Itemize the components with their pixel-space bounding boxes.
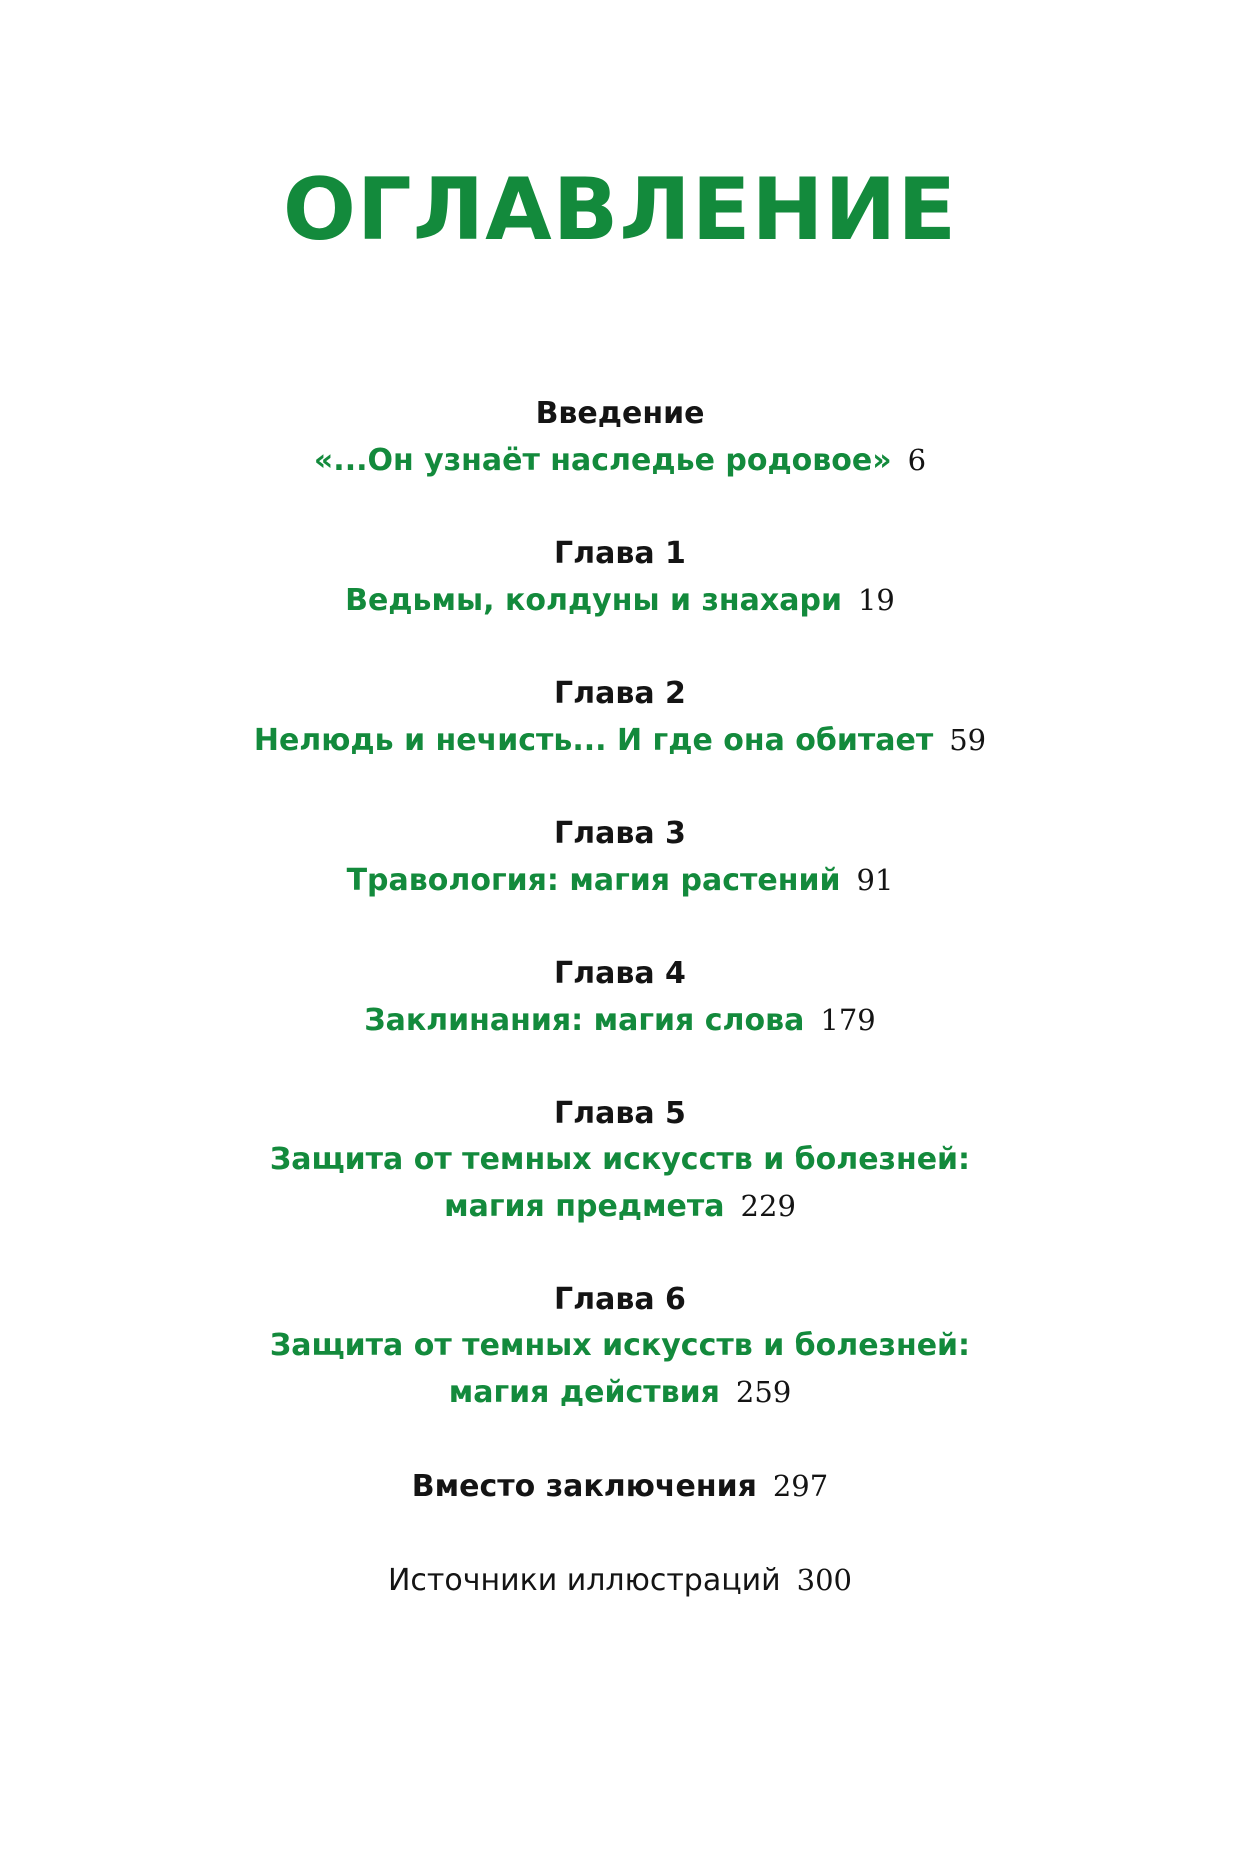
toc-entry-chapter-3[interactable] [0,860,1240,901]
chapter-5-page-number: 229 [740,1189,796,1223]
intro-title: «...Он узнаёт наследье родовое» [313,443,892,478]
chapter-1-page-number: 19 [857,583,895,617]
page-title: ОГЛАВЛЕНИЕ [282,160,958,260]
chapter-5-heading: Глава 5 [554,1096,686,1131]
chapter-3-heading: Глава 3 [554,816,686,851]
conclusion-page-number: 297 [772,1469,829,1503]
chapter-3-title: Травология: магия растений [346,863,841,898]
chapter-2-heading: Глава 2 [554,676,686,711]
toc-entry-chapter-5[interactable] [0,1186,1240,1227]
chapter-2-page-number: 59 [949,723,987,757]
intro-page-number: 6 [907,443,927,477]
chapter-6-title-line-1[interactable]: Защита от темных искусств и болезней: [269,1328,971,1363]
chapter-6-title-line-2: магия действия [448,1375,720,1410]
chapter-2-title: Нелюдь и нечисть... И где она обитает [253,723,934,758]
toc-entry-chapter-6[interactable] [0,1372,1240,1413]
toc-entry-sources[interactable] [0,1560,1240,1601]
toc-entry-chapter-1[interactable] [0,580,1240,621]
chapter-3-page-number: 91 [856,863,894,897]
chapter-4-title: Заклинания: магия слова [364,1003,805,1038]
toc-entry-intro[interactable] [0,440,1240,481]
chapter-5-title-line-2: магия предмета [444,1189,725,1224]
chapter-1-title: Ведьмы, колдуны и знахари [345,583,842,618]
chapter-6-heading: Глава 6 [554,1282,686,1317]
toc-entry-conclusion[interactable] [0,1466,1240,1507]
chapter-4-page-number: 179 [820,1003,876,1037]
chapter-5-title-line-1[interactable]: Защита от темных искусств и болезней: [269,1142,971,1177]
conclusion-title: Вместо заключения [411,1469,757,1504]
sources-title: Источники иллюстраций [387,1563,781,1598]
chapter-1-heading: Глава 1 [554,536,686,571]
toc-entry-chapter-4[interactable] [0,1000,1240,1041]
chapter-6-page-number: 259 [735,1375,792,1409]
intro-heading: Введение [535,396,705,431]
chapter-4-heading: Глава 4 [554,956,686,991]
toc-entry-chapter-2[interactable] [0,720,1240,761]
sources-page-number: 300 [796,1563,853,1597]
